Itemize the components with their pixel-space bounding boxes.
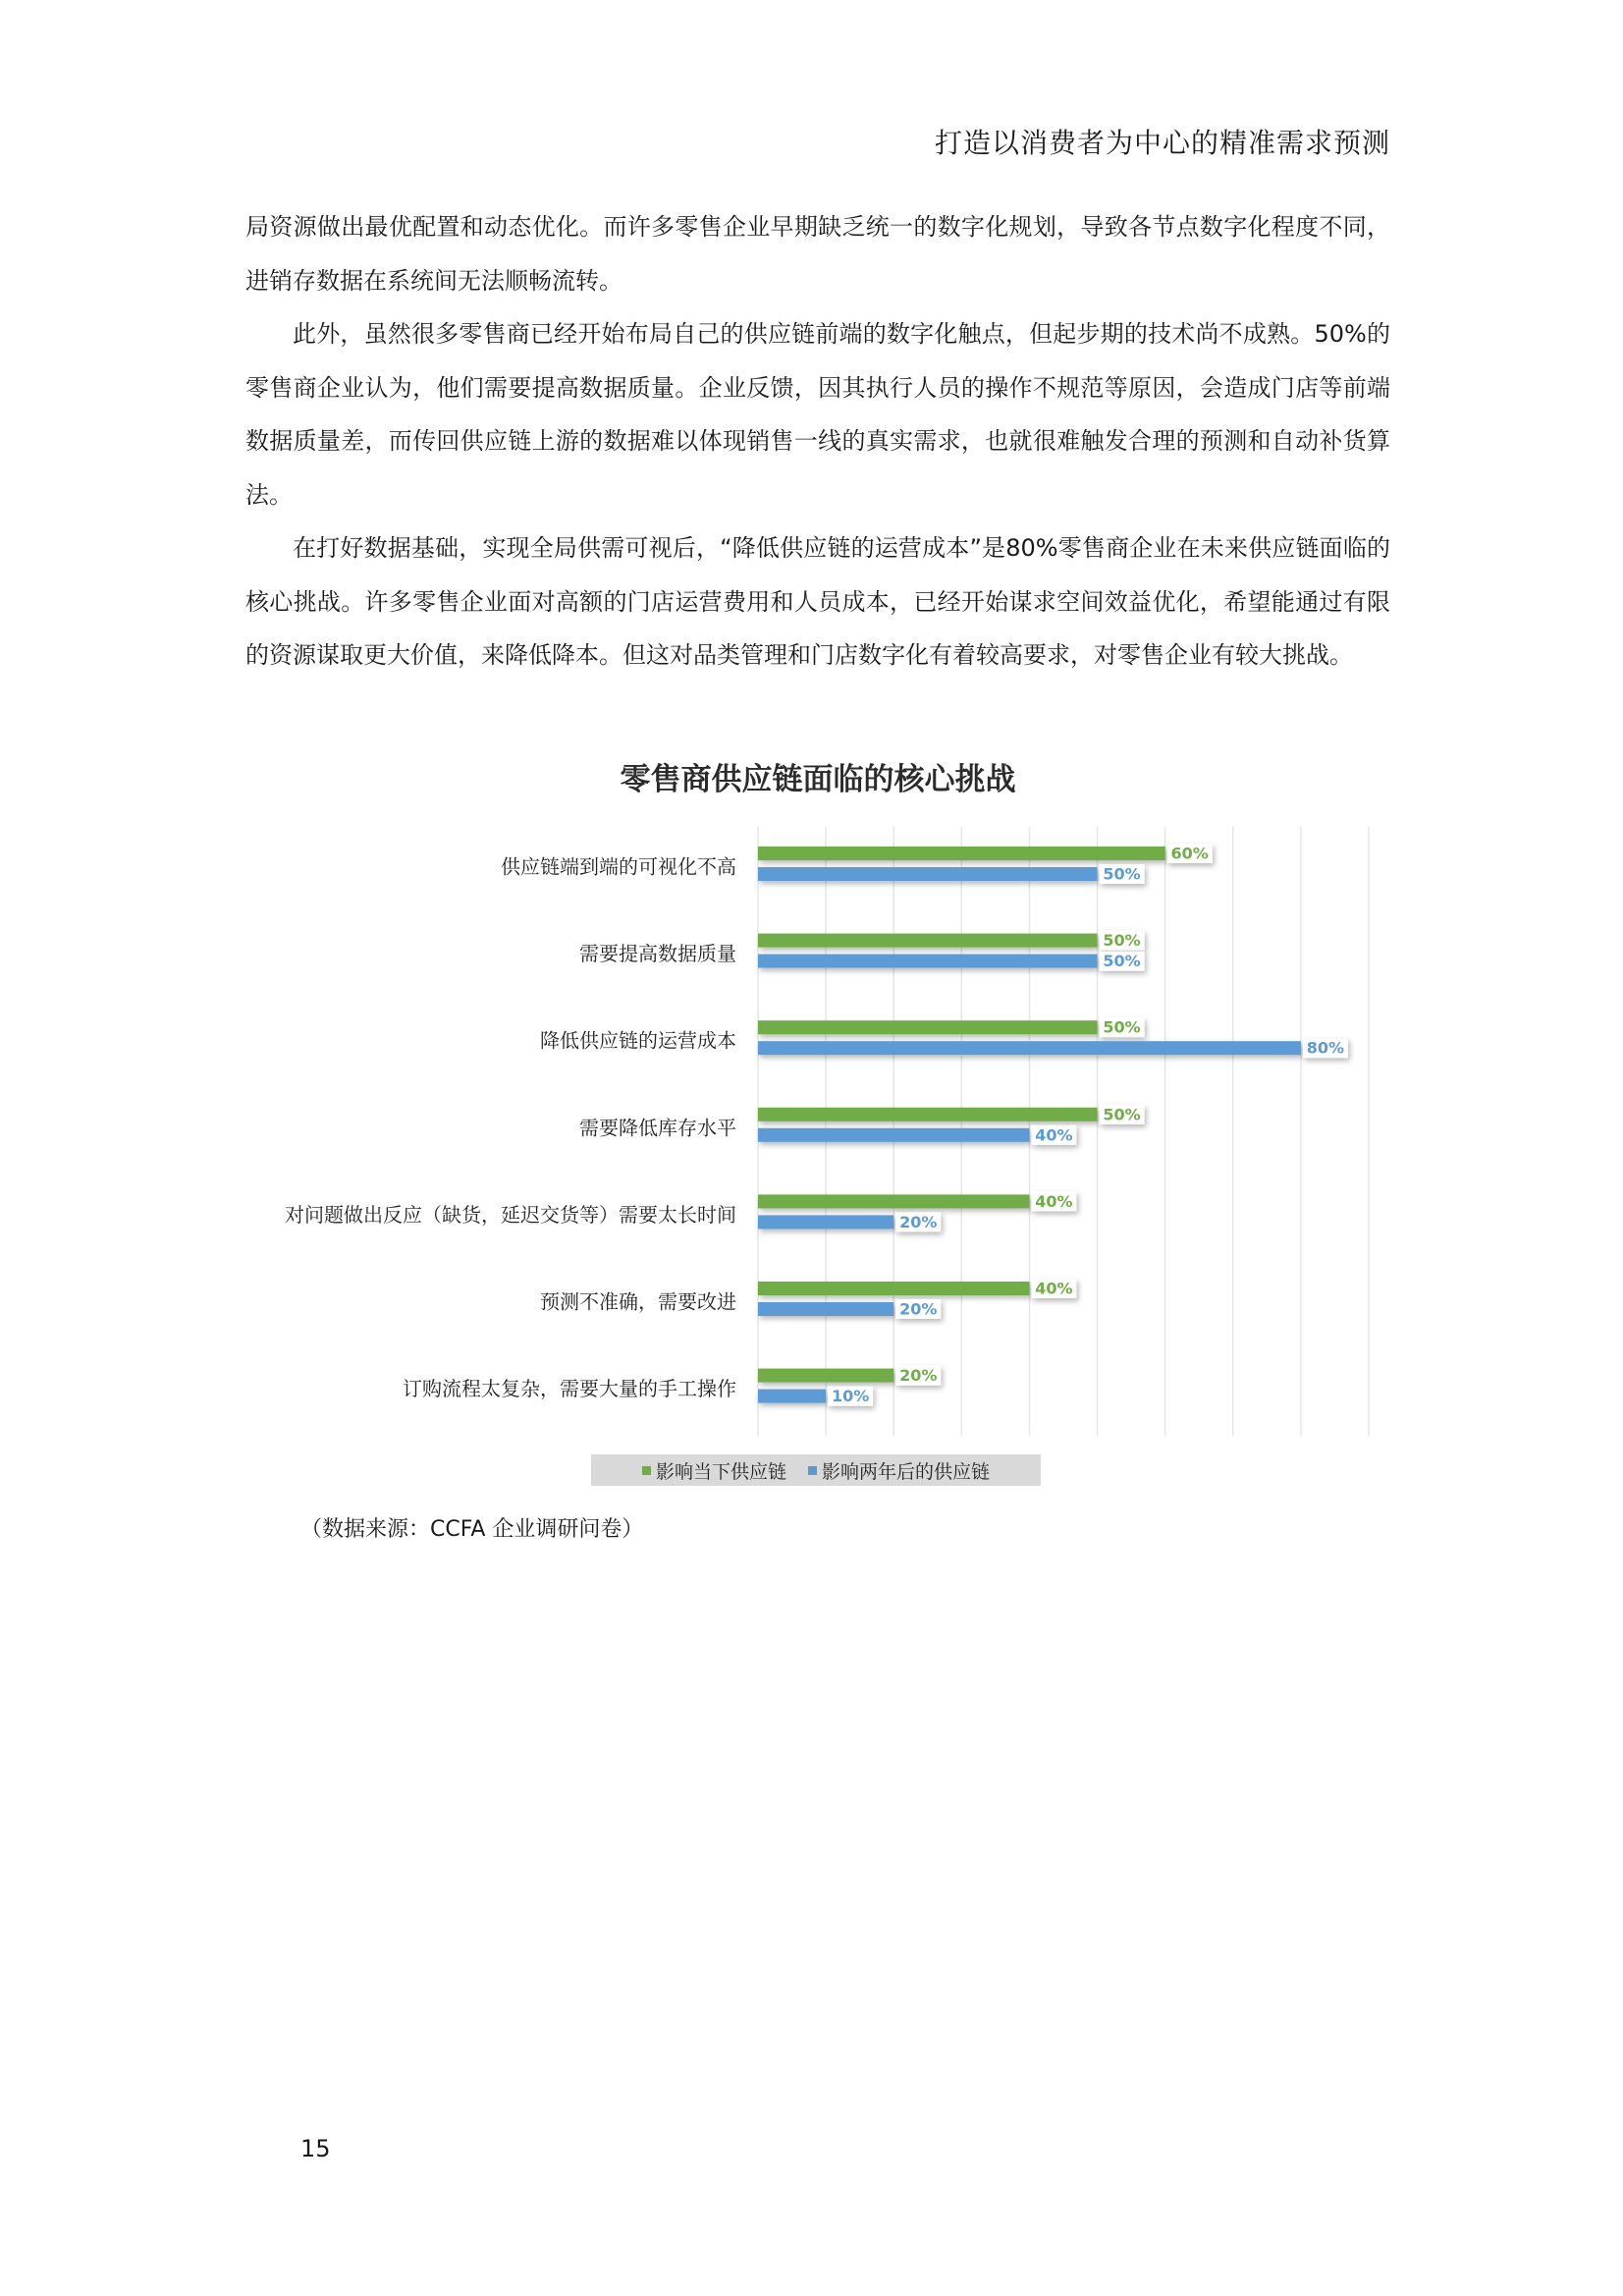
category-label: 对问题做出反应（缺货，延迟交货等）需要太长时间 — [285, 1202, 736, 1227]
bar — [758, 1215, 893, 1229]
data-label: 20% — [899, 1212, 938, 1231]
bar — [758, 1194, 1029, 1208]
data-label: 20% — [899, 1366, 938, 1386]
legend-label-future: 影响两年后的供应链 — [822, 1460, 991, 1483]
category-label: 需要提高数据质量 — [579, 942, 736, 966]
paragraph: 此外，虽然很多零售商已经开始布局自己的供应链前端的数字化触点，但起步期的技术尚不成熟。50%的零售商企业认为，他们需要提高数据质量。企业反馈，因其执行人员的操作不规范等原因，会造成门店等前端数据质量差，而传回供应链上游的数据难以体现销售一线的真实需求，也就很难触发合理的预测和自动补货算法。 — [245, 320, 1390, 509]
data-label: 50% — [1103, 952, 1141, 971]
chart-title: 零售商供应链面临的核心挑战 — [620, 762, 1016, 797]
legend-swatch-future — [808, 1466, 817, 1475]
bar — [758, 1390, 826, 1403]
category-label: 需要降低库存水平 — [579, 1116, 736, 1140]
category-label: 供应链端到端的可视化不高 — [501, 854, 736, 879]
body-text — [245, 200, 1390, 683]
bar — [758, 847, 1165, 860]
bar — [758, 1108, 1098, 1121]
legend-item-current — [642, 1457, 786, 1484]
legend-label-current: 影响当下供应链 — [655, 1460, 786, 1483]
data-label: 60% — [1170, 844, 1209, 863]
category-labels — [285, 855, 736, 1401]
bar — [758, 1369, 893, 1383]
category-label: 降低供应链的运营成本 — [540, 1028, 736, 1053]
category-label: 订购流程太复杂，需要大量的手工操作 — [403, 1377, 736, 1401]
running-header: 打造以消费者为中心的精准需求预测 — [934, 127, 1390, 159]
legend-swatch-current — [642, 1466, 651, 1475]
data-label: 20% — [899, 1299, 938, 1319]
bar — [758, 867, 1098, 881]
bars — [758, 844, 1348, 1406]
paragraph: 局资源做出最优配置和动态优化。而许多零售企业早期缺乏统一的数字化规划，导致各节点数字化程度不同，进销存数据在系统间无法顺畅流转。 — [245, 213, 1390, 295]
data-label: 50% — [1103, 864, 1141, 884]
chart-legend — [591, 1454, 1041, 1486]
legend-item-future — [808, 1457, 990, 1484]
data-label: 50% — [1103, 1105, 1141, 1124]
page-number: 15 — [300, 2135, 331, 2162]
data-label: 10% — [831, 1387, 870, 1406]
category-label: 预测不准确，需要改进 — [540, 1289, 736, 1314]
data-source-note: （数据来源：CCFA 企业调研问卷） — [300, 1517, 644, 1542]
bar — [758, 1302, 893, 1316]
data-label: 50% — [1103, 931, 1141, 951]
bar — [758, 1041, 1301, 1055]
data-label: 80% — [1306, 1038, 1345, 1058]
bar — [758, 934, 1098, 948]
bar-chart — [245, 815, 1390, 1444]
paragraph: 在打好数据基础，实现全局供需可视后，“降低供应链的运营成本”是80%零售商企业在未来供应链面临的核心挑战。许多零售企业面对高额的门店运营费用和人员成本，已经开始谋求空间效益优化，希望能通过有限的资源谋取更大价值，来降低降本。但这对品类管理和门店数字化有着较高要求，对零售企业有较大挑战。 — [245, 534, 1390, 669]
data-label: 40% — [1035, 1191, 1073, 1211]
data-label: 40% — [1035, 1125, 1073, 1145]
data-label: 40% — [1035, 1279, 1073, 1298]
bar — [758, 1020, 1098, 1034]
bar — [758, 1282, 1029, 1295]
bar — [758, 955, 1098, 968]
bar — [758, 1128, 1029, 1142]
data-label: 50% — [1103, 1017, 1141, 1037]
